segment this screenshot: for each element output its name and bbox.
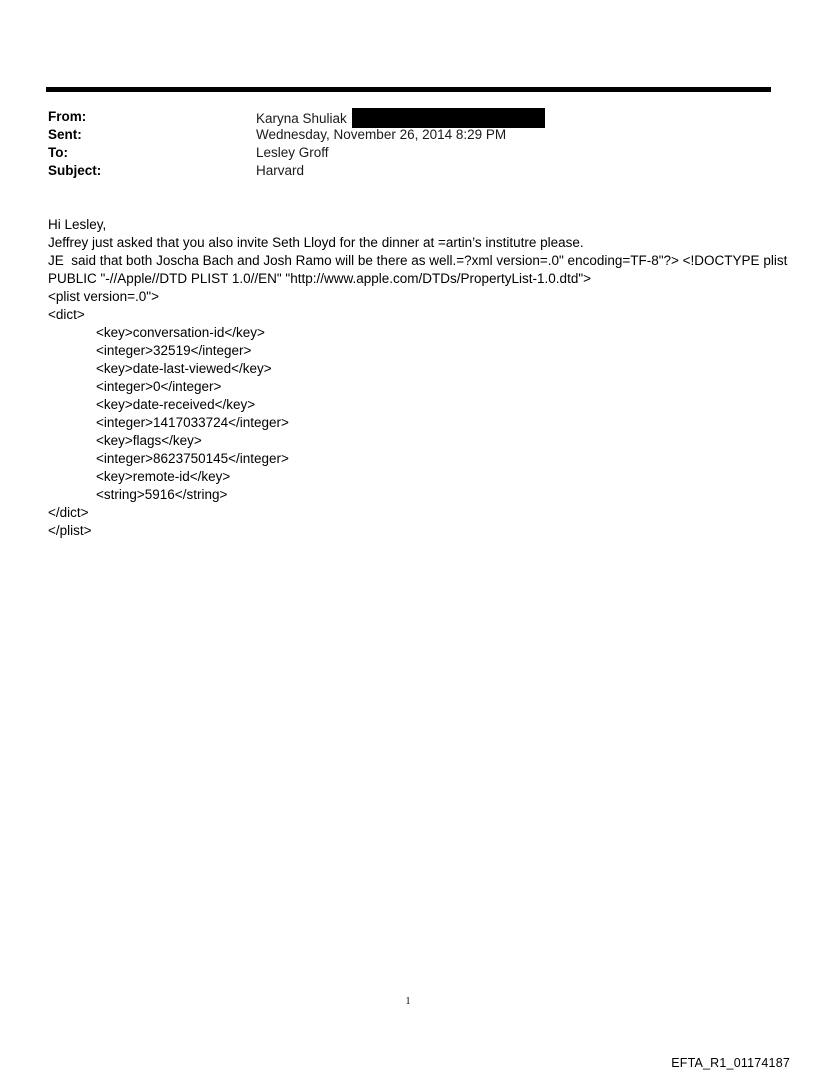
- document-id: EFTA_R1_01174187: [671, 1056, 790, 1070]
- subject-value: Harvard: [256, 163, 305, 178]
- dict-entry-line: <integer>32519</integer>: [96, 343, 252, 358]
- to-row: [48, 144, 768, 162]
- sent-value: Wednesday, November 26, 2014 8:29 PM: [256, 127, 507, 142]
- greeting-line: Hi Lesley,: [48, 217, 107, 232]
- sent-row: [48, 126, 768, 144]
- email-header: [48, 108, 768, 180]
- to-label: To:: [48, 145, 68, 160]
- body-line: JE said that both Joscha Bach and Josh Ramo will be there as well.=?xml version=.0" encoding=TF-8"?> <!DOCTYPE plist: [48, 253, 788, 268]
- body-line: PUBLIC "-//Apple//DTD PLIST 1.0//EN" "http://www.apple.com/DTDs/PropertyList-1.0.dtd">: [48, 271, 591, 286]
- dict-open-line: <dict>: [48, 307, 85, 322]
- subject-row: [48, 162, 768, 180]
- subject-label: Subject:: [48, 163, 102, 178]
- dict-close-line: </dict>: [48, 505, 89, 520]
- dict-entry-line: <key>date-received</key>: [96, 397, 256, 412]
- dict-entry-line: <integer>1417033724</integer>: [96, 415, 289, 430]
- dict-entry-line: <string>5916</string>: [96, 487, 228, 502]
- dict-entry-line: <integer>8623750145</integer>: [96, 451, 289, 466]
- plist-close-line: </plist>: [48, 523, 92, 538]
- email-body: [48, 216, 788, 540]
- from-value-container: [256, 108, 545, 128]
- dict-entry-line: <key>date-last-viewed</key>: [96, 361, 272, 376]
- plist-open-line: <plist version=.0">: [48, 289, 159, 304]
- body-line: Jeffrey just asked that you also invite Seth Lloyd for the dinner at =artin’s institutre please.: [48, 235, 584, 250]
- dict-entry-line: <integer>0</integer>: [96, 379, 222, 394]
- from-label: From:: [48, 109, 87, 124]
- dict-entry-line: <key>conversation-id</key>: [96, 325, 265, 340]
- sent-label: Sent:: [48, 127, 82, 142]
- from-value: Karyna Shuliak: [256, 111, 347, 126]
- page-number: 1: [405, 996, 411, 1007]
- to-value: Lesley Groff: [256, 145, 329, 160]
- dict-entry-line: <key>flags</key>: [96, 433, 202, 448]
- header-divider-rule: [46, 87, 771, 92]
- dict-entry-line: <key>remote-id</key>: [96, 469, 231, 484]
- redaction-block: [352, 108, 545, 128]
- from-row: [48, 108, 768, 126]
